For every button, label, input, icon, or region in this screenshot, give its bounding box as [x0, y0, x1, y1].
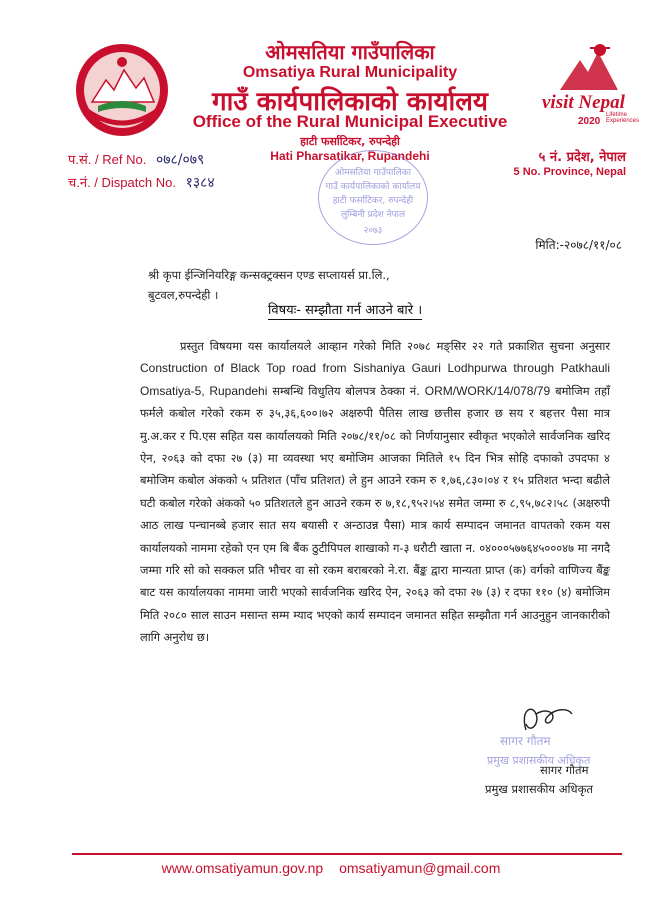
- office-address-english: Hati Pharsatikar, Rupandehi: [270, 149, 430, 163]
- office-name-nepali: गाउँ कार्यपालिकाको कार्यालय: [212, 87, 488, 117]
- ref-number-value: ०७८/०७९: [155, 152, 205, 168]
- visit-nepal-text: visit Nepal: [542, 92, 625, 113]
- body-part-3: बमोजिम तहाँ फर्मले कबोल गरेको रकम रु ३५,३६,६००।७२ अक्षरुपी पैतिस लाख छत्तीस हजार छ सय र बहत्तर पैसा मात्र मु.अ.कर र पि.एस सहित यस कार्यालयको मिति २०७८/११/०८ को निर्णयानुसार स्वीकृत भएकोले सार्वजनिक खरिद ऐन, २०६३ को दफा २७ (३) मा व्यवस्था भए बमोजिम आजका मितिले १५ दिन भित्र सोहि दफाको उपदफा ४ बमोजिम कबोल अंकको ५ प्रतिशत (पाँच प्रतिशत) ले हुन आउने रकम रु १,७६,८३०।०४ र १५ प्रतिशत भन्दा बढीले घटी कबोल गरेको अंकको ५० प्रतिशतले हुन आउने रकम रु ७,१८,९५२।५४ समेत जम्मा रु ८,९५,७८२।५८ (अक्षरुपी आठ लाख पन्चानब्बे हजार सात सय बयासी र अन्ठाउन्न पैसा) मात्र कार्य सम्पादन जमानत वापतको रकम यस कार्यालयको नाममा रहेको एन एम बि बैंक ठुटीपिपल शाखाको ग-३ धरौटी खाता न. ०४०००५७७६४५०००४७ मा नगदै जम्मा गरि सो को सक्कल प्रति भौचर वा सो रकम बराबरको ने.रा. बैंङ्क द्वारा मान्यता प्राप्त (क) वर्गको वाणिज्य बैंङ्क बाट यस कार्यालयका नाममा जारी भएको सार्वजनिक खरिद ऐन, २०६३ को दफा २७ (३) र दफा ११० (४) बमोजिम मिति २०८० साल साउन मसान्त सम्म म्याद भएको कार्य सम्पादन जमानत सहित सम्झौता गर्न आउनुहुन जानकारीको लागि अनुरोध छ।: [140, 383, 610, 645]
- dispatch-number-label: च.नं. / Dispatch No.: [68, 175, 176, 190]
- municipality-name-nepali: ओमसतिया गाउँपालिका: [265, 40, 435, 64]
- body-part-2: सम्बन्धि विधुतिय बोलपत्र ठेक्का नं.: [267, 383, 425, 398]
- mountain-icon: [540, 40, 640, 100]
- recipient-name: श्री कृपा ईन्जिनियरिङ्ग कन्सक्ट्रक्सन एण्ड सप्लायर्स प्रा.लि.,: [148, 268, 390, 282]
- signatory-title: प्रमुख प्रशासकीय अधिकृत: [485, 782, 593, 796]
- project-title: Construction of Black Top road from Sishaniya Gauri Lodhpurwa through Patkhauli Omsatiya-5, Rupandehi: [140, 361, 610, 398]
- stamp-line-2: गाउँ कार्यपालिकाको कार्यालय: [325, 182, 421, 192]
- signature-stamp-name: सागर गौतम: [500, 734, 551, 748]
- province-english: 5 No. Province, Nepal: [513, 166, 626, 178]
- ref-number-line: [68, 150, 204, 169]
- footer-website: www.omsatiyamun.gov.np: [161, 860, 324, 876]
- stamp-line-4: लुम्बिनी प्रदेश नेपाल: [340, 210, 406, 220]
- letter-subject: विषयः- सम्झौता गर्न आउने बारे ।: [268, 300, 422, 320]
- footer-email: omsatiyamun@gmail.com: [339, 860, 501, 876]
- municipality-name-english: Omsatiya Rural Municipality: [242, 64, 458, 81]
- dispatch-number-line: [68, 173, 215, 192]
- footer-contacts: [0, 860, 662, 876]
- recipient-address: बुटवल,रुपन्देही ।: [148, 288, 219, 302]
- footer-divider: [72, 853, 622, 855]
- letter-body: [140, 335, 610, 649]
- nepal-emblem-logo: [72, 40, 172, 140]
- visit-nepal-year: 2020: [578, 116, 601, 127]
- signature-stamp-title: प्रमुख प्रशासकीय अधिकृत: [487, 754, 591, 767]
- office-stamp: [318, 150, 428, 245]
- office-address-nepali: हाटी फर्साटिकर, रुपन्देही: [300, 135, 400, 148]
- province-nepali: ५ नं. प्रदेश, नेपाल: [538, 150, 626, 165]
- stamp-line-3: हाटी फर्साटिकर, रुपन्देही: [332, 196, 414, 206]
- stamp-line-5: २०७३: [363, 226, 383, 236]
- visit-nepal-tagline: Lifetime Experiences: [606, 112, 640, 124]
- office-name-english: Office of the Rural Municipal Executive: [192, 112, 508, 131]
- visit-nepal-logo: [540, 40, 640, 135]
- signatory-name: सागर गौतम: [540, 763, 589, 777]
- ref-number-label: प.सं. / Ref No.: [68, 152, 147, 167]
- contract-number: ORM/WORK/14/078/79: [424, 383, 551, 398]
- letter-date: मिति:-२०७८/११/०८: [535, 238, 622, 252]
- dispatch-number-value: १३८४: [185, 175, 215, 191]
- stamp-line-1: ओमसतिया गाउँपालिका: [335, 168, 411, 178]
- body-part-1: प्रस्तुत विषयमा यस कार्यालयले आव्हान गरेको मिति २०७८ मङ्सिर २२ गते प्रकाशित सुचना अनुसार: [180, 339, 610, 353]
